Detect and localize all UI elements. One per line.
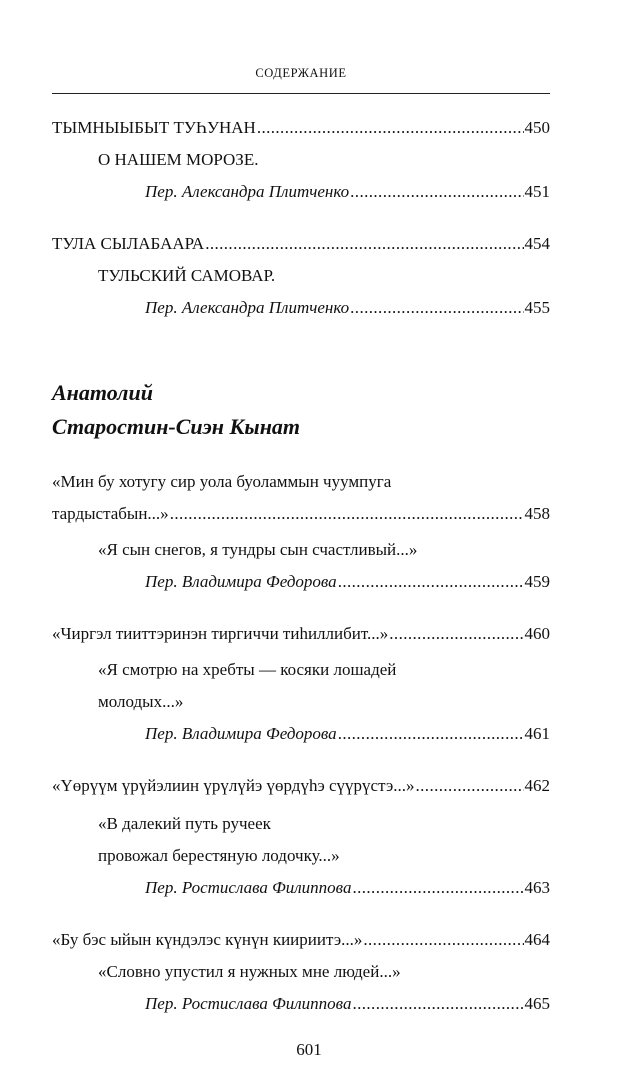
dot-leader — [352, 994, 523, 1014]
toc-entry — [98, 150, 550, 174]
entry-title: «В далекий путь ручеек — [98, 814, 271, 833]
entry-title: ТЫМНЫЫБЫТ ТУҺУНАН — [52, 118, 256, 137]
translator: Пер. Ростислава Филиппова — [145, 878, 352, 897]
toc-entry — [52, 624, 550, 648]
entry-title: «Бу бэс ыйын күндэлэс күнүн киириитэ...» — [52, 930, 363, 949]
entry-title: «Үөрүүм үрүйэлиин үрүлүйэ үөрдүһэ сүүрүстэ...» — [52, 776, 415, 795]
entry-page: 455 — [524, 298, 550, 317]
translator: Пер. Александра Плитченко — [145, 298, 350, 317]
toc-entry — [145, 182, 550, 206]
dot-leader — [338, 572, 524, 592]
toc-entry — [98, 660, 550, 684]
entry-page: 459 — [524, 572, 550, 591]
entry-title: «Словно упустил я нужных мне людей...» — [98, 962, 401, 981]
dot-leader — [350, 182, 523, 202]
dot-leader — [205, 234, 523, 254]
running-head: СОДЕРЖАНИЕ — [255, 66, 347, 80]
author-first-name: Анатолий — [52, 380, 153, 405]
entry-title: тардыстабын...» — [52, 504, 169, 523]
toc-entry — [145, 572, 550, 596]
header-rule — [52, 93, 550, 94]
entry-title: «Я сын снегов, я тундры сын счастливый...» — [98, 540, 418, 559]
dot-leader — [338, 724, 524, 744]
entry-page: 450 — [524, 118, 550, 137]
toc-entry — [98, 692, 550, 716]
page-number: 601 — [296, 1040, 322, 1059]
entry-page: 461 — [524, 724, 550, 743]
translator: Пер. Владимира Федорова — [145, 572, 337, 591]
entry-page: 465 — [524, 994, 550, 1013]
entry-page: 451 — [524, 182, 550, 201]
toc-entry — [145, 724, 550, 748]
dot-leader — [350, 298, 523, 318]
toc-entry — [52, 234, 550, 258]
dot-leader — [257, 118, 524, 138]
dot-leader — [416, 776, 524, 796]
translator: Пер. Ростислава Филиппова — [145, 994, 352, 1013]
entry-title: О НАШЕМ МОРОЗЕ. — [98, 150, 259, 169]
translator: Пер. Александра Плитченко — [145, 182, 350, 201]
dot-leader — [352, 878, 523, 898]
toc-entry — [98, 266, 550, 290]
entry-page: 464 — [524, 930, 550, 949]
toc-entry — [98, 540, 550, 564]
entry-page: 458 — [524, 504, 550, 523]
translator: Пер. Владимира Федорова — [145, 724, 337, 743]
toc-entry — [145, 878, 550, 902]
entry-page: 463 — [524, 878, 550, 897]
dot-leader — [389, 624, 523, 644]
entry-page: 460 — [524, 624, 550, 643]
toc-entry — [145, 994, 550, 1018]
entry-title: «Чиргэл тииттэринэн тиргиччи тиһиллибит...» — [52, 624, 389, 643]
author-last-name: Старостин-Сиэн Кынат — [52, 414, 301, 439]
toc-entry — [98, 846, 550, 870]
dot-leader — [363, 930, 523, 950]
toc-entry — [52, 504, 550, 528]
entry-title: провожал берестяную лодочку...» — [98, 846, 340, 865]
toc-entry — [52, 776, 550, 800]
toc-entry — [98, 814, 550, 838]
entry-page: 454 — [524, 234, 550, 253]
entry-page: 462 — [524, 776, 550, 795]
toc-entry — [98, 962, 550, 986]
entry-title: «Я смотрю на хребты — косяки лошадей — [98, 660, 397, 679]
toc-entry — [52, 930, 550, 954]
entry-title: ТУЛА СЫЛАБААРА — [52, 234, 205, 253]
toc-entry — [145, 298, 550, 322]
entry-title: молодых...» — [98, 692, 184, 711]
toc-entry — [52, 118, 550, 142]
dot-leader — [170, 504, 524, 524]
entry-title: «Мин бу хотугу сир уола буоламмын чуумпуга — [52, 472, 392, 491]
entry-title: ТУЛЬСКИЙ САМОВАР. — [98, 266, 276, 285]
toc-entry — [52, 472, 550, 496]
